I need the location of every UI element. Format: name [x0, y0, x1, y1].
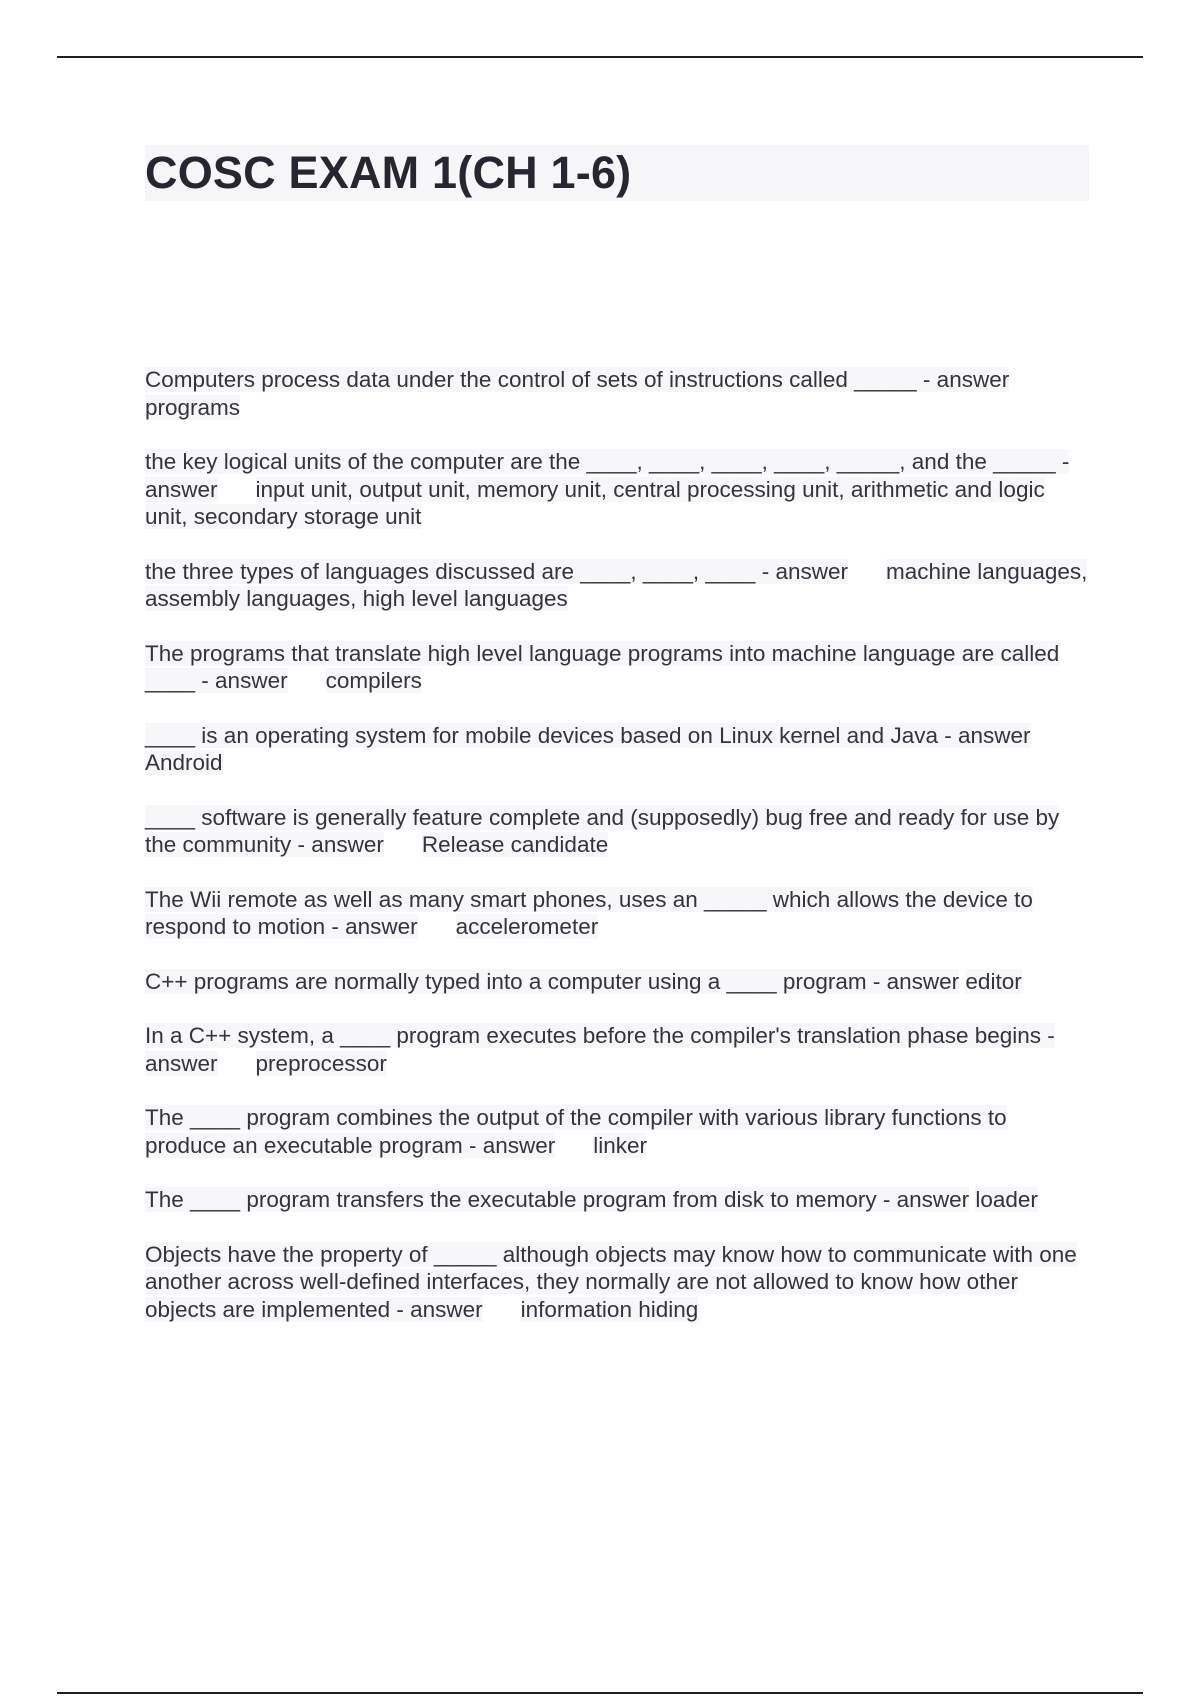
qa-answer: Android [145, 750, 223, 775]
qa-question: In a C++ system, a ____ program executes before the compiler's translation phase begins - answer [145, 1023, 1055, 1076]
qa-question: the key logical units of the computer are the ____, ____, ____, ____, _____, and the _____ - answer [145, 449, 1070, 502]
qa-item [145, 722, 1090, 777]
qa-item [145, 968, 1090, 996]
qa-item [145, 640, 1090, 695]
qa-answer: preprocessor [255, 1050, 387, 1076]
qa-question: Computers process data under the control of sets of instructions called _____ - answer [145, 367, 1010, 392]
qa-item [145, 448, 1090, 531]
qa-item [145, 366, 1090, 421]
document-title: COSC EXAM 1(CH 1-6) [145, 147, 632, 198]
qa-item [145, 1186, 1090, 1214]
qa-answer: input unit, output unit, memory unit, central processing unit, arithmetic and logic unit, secondary storage unit [145, 476, 1045, 529]
qa-question: Objects have the property of _____ although objects may know how to communicate with one another across well-defined interfaces, they normally are not allowed to know how other objects are implemented - answer [145, 1241, 1077, 1322]
qa-question: ____ software is generally feature complete and (supposedly) bug free and ready for use by the community - answer [145, 804, 1060, 857]
qa-question: the three types of languages discussed are ____, ____, ____ - answer [145, 558, 848, 584]
qa-question: The ____ program transfers the executable program from disk to memory - answer [145, 1187, 970, 1212]
qa-item [145, 1104, 1090, 1159]
qa-question: C++ programs are normally typed into a computer using a ____ program - answer [145, 968, 960, 994]
top-rule [57, 56, 1143, 58]
qa-answer: compilers [325, 668, 422, 693]
qa-answer: Release candidate [421, 832, 609, 857]
qa-question: The Wii remote as well as many smart phones, uses an _____ which allows the device to respond to motion - answer [145, 886, 1033, 939]
qa-question: The programs that translate high level language programs into machine language are called ____ - answer [145, 640, 1060, 693]
qa-item [145, 1022, 1090, 1077]
qa-answer: machine languages, assembly languages, high level languages [145, 558, 1088, 611]
qa-answer: programs [145, 394, 241, 420]
qa-item [145, 886, 1090, 941]
qa-question: The ____ program combines the output of the compiler with various library functions to produce an executable program - answer [145, 1105, 1007, 1158]
qa-item [145, 558, 1090, 613]
qa-answer: linker [593, 1132, 648, 1158]
qa-answer: editor [965, 968, 1022, 994]
qa-answer: information hiding [520, 1296, 699, 1322]
qa-question: ____ is an operating system for mobile devices based on Linux kernel and Java - answer [145, 722, 1031, 748]
qa-answer: loader [975, 1187, 1038, 1212]
bottom-rule [57, 1692, 1143, 1694]
qa-item [145, 1241, 1090, 1324]
qa-answer: accelerometer [455, 914, 599, 939]
qa-list [145, 366, 1090, 1350]
qa-item [145, 804, 1090, 859]
